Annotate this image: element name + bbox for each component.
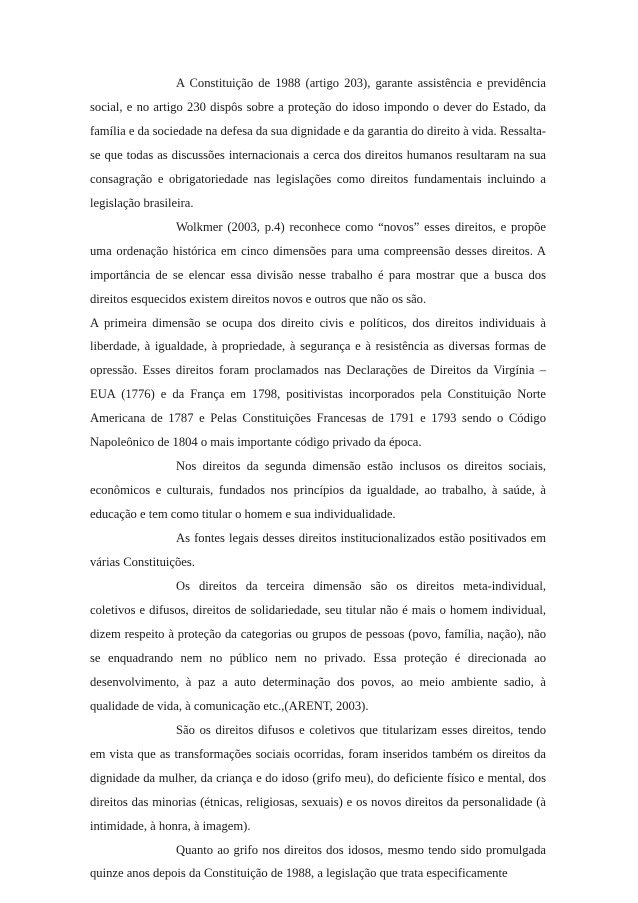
paragraph-7: São os direitos difusos e coletivos que titularizam esses direitos, tendo em vista que as transformações sociais ocorridas, foram inseridos também os direitos da dignidade da mulher, da criança e do idoso (grifo meu), do deficiente físico e mental, dos direitos das minorias (étnicas, religiosas, sexuais) e os novos direitos da personalidade (à intimidade, à honra, à imagem). (90, 722, 546, 833)
document-body (90, 72, 546, 886)
paragraph-6: Os direitos da terceira dimensão são os direitos meta-individual, coletivos e difusos, direitos de solidariedade, seu titular não é mais o homem individual, dizem respeito à proteção da categorias ou grupos de pessoas (povo, família, nação), não se enquadrando nem no público nem no privado. Essa proteção é direcionada ao desenvolvimento, à paz a auto determinação dos povos, ao meio ambiente sadio, à qualidade de vida, à comunicação etc.,(ARENT, 2003). (90, 579, 546, 713)
paragraph-4: Nos direitos da segunda dimensão estão inclusos os direitos sociais, econômicos e culturais, fundados nos princípios da igualdade, ao trabalho, à saúde, à educação e tem como titular o homem e sua individualidade. (90, 459, 546, 522)
paragraph-3: A primeira dimensão se ocupa dos direito civis e políticos, dos direitos individuais à liberdade, à igualdade, à propriedade, à segurança e à resistência as diversas formas de opressão. Esses direitos foram proclamados nas Declarações de Direitos da Virgínia – EUA (1776) e da França em 1798, positivistas incorporados pela Constituição Norte Americana de 1787 e Pelas Constituições Francesas de 1791 e 1793 sendo o Código Napoleônico de 1804 o mais importante código privado da época. (90, 315, 546, 450)
paragraph-1: A Constituição de 1988 (artigo 203), garante assistência e previdência social, e no artigo 230 dispôs sobre a proteção do idoso impondo o dever do Estado, da família e da sociedade na defesa da sua dignidade e da garantia do direito à vida. Ressalta-se que todas as discussões internacionais a cerca dos direitos humanos resultaram na sua consagração e obrigatoriedade nas legislações como direitos fundamentais incluindo a legislação brasileira. (90, 76, 546, 210)
paragraph-5: As fontes legais desses direitos institucionalizados estão positivados em várias Constituições. (90, 531, 546, 570)
paragraph-2: Wolkmer (2003, p.4) reconhece como “novos” esses direitos, e propõe uma ordenação histórica em cinco dimensões para uma compreensão desses direitos. A importância de se elencar essa divisão nesse trabalho é para mostrar que a busca dos direitos esquecidos existem direitos novos e outros que não os são. (90, 219, 546, 306)
paragraph-8: Quanto ao grifo nos direitos dos idosos, mesmo tendo sido promulgada quinze anos depois da Constituição de 1988, a legislação que trata especificamente (90, 842, 546, 881)
